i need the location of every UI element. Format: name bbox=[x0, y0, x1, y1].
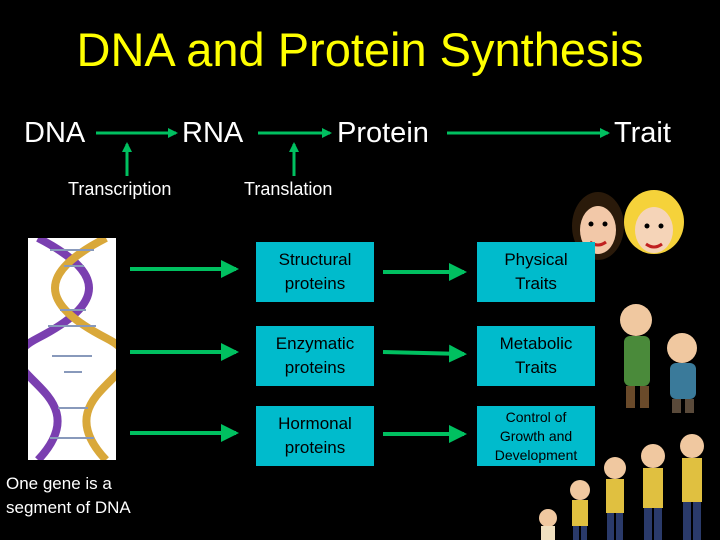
protein-box-enzymatic bbox=[256, 326, 374, 386]
slide-title: DNA and Protein Synthesis bbox=[76, 23, 644, 76]
trait-label-metabolic: Metabolic Traits bbox=[499, 334, 573, 377]
protein-label-enzymatic: Enzymatic proteins bbox=[275, 334, 355, 377]
flow-label-dna: DNA bbox=[24, 117, 86, 149]
protein-label-structural: Structural proteins bbox=[278, 250, 352, 293]
trait-box-physical bbox=[477, 242, 595, 302]
protein-box-structural bbox=[256, 242, 374, 302]
flow-label-protein: Protein bbox=[337, 117, 429, 149]
trait-label-physical: Physical Traits bbox=[504, 250, 568, 293]
arrow-enzymatic-to-metabolic bbox=[383, 352, 464, 354]
old-men-illustration bbox=[620, 304, 697, 413]
trait-label-growth: Control of Growth and Development bbox=[494, 408, 578, 463]
protein-label-hormonal: Hormonal proteins bbox=[278, 414, 352, 457]
dna-helix-icon bbox=[28, 238, 116, 460]
translation-label: Translation bbox=[244, 179, 333, 199]
trait-box-metabolic bbox=[477, 326, 595, 386]
flow-label-trait: Trait bbox=[614, 117, 671, 149]
flow-label-rna: RNA bbox=[182, 117, 244, 149]
gene-caption: One gene is a segment of DNA bbox=[6, 474, 131, 517]
dna-helix-image bbox=[28, 238, 116, 460]
transcription-label: Transcription bbox=[68, 179, 172, 199]
protein-box-hormonal bbox=[256, 406, 374, 466]
trait-box-growth bbox=[477, 406, 595, 466]
